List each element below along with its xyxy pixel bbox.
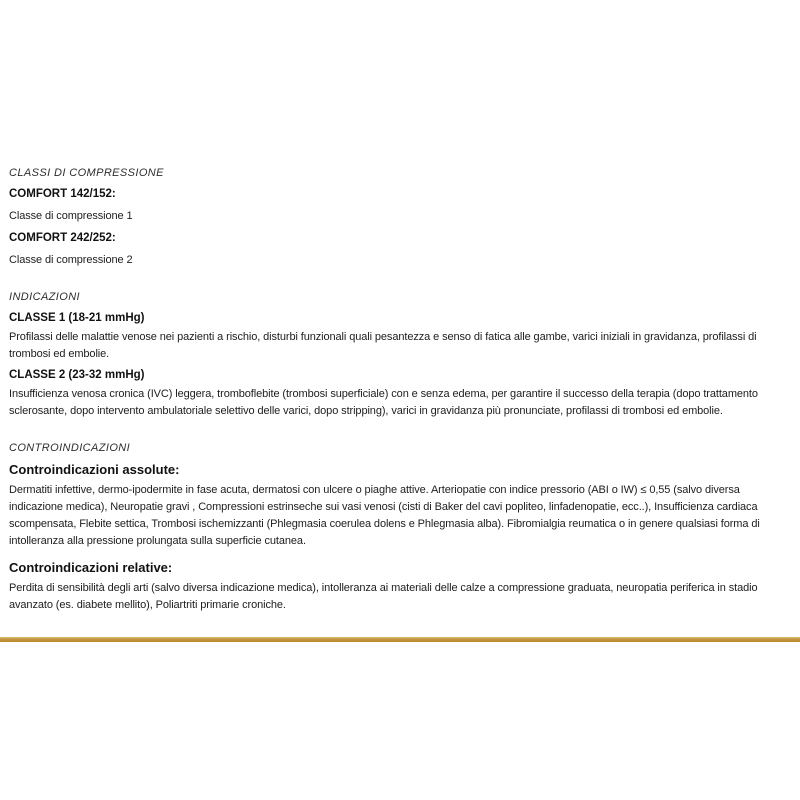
- absolute-contraindications-heading: Controindicazioni assolute:: [9, 462, 180, 477]
- class-1-heading: CLASSE 1 (18-21 mmHg): [9, 312, 145, 324]
- compression-class-2-label: Classe di compressione 2: [9, 254, 133, 266]
- indication-entry-class-2: [9, 367, 790, 420]
- relative-contraindications-heading: Controindicazioni relative:: [9, 560, 173, 575]
- absolute-contraindications-entry: [9, 461, 790, 550]
- gold-accent-bar: [0, 637, 800, 642]
- class-2-paragraph: Insufficienza venosa cronica (IVC) leggera, tromboflebite (trombosi superficiale) con e senza edema, per garantire il successo della terapia (dopo trattamento sclerosante, dopo intervento ambulatoriale selettivo delle varici, dopo stripping), varici in gravidanza più pronunciate, profilassi di trombosi ed embolie.: [9, 388, 758, 417]
- absolute-contraindications-paragraph: Dermatiti infettive, dermo-ipodermite in fase acuta, dermatosi con ulcere o piaghe attive. Arteriopatie con indice pressorio (ABI o IW) ≤ 0,55 (salvo diversa indicazione medica), Neuropatie gravi , Compressioni estrinseche sui vasi venosi (cisti di Baker del cavi popliteo, linfadenopatie, ecc..), Insufficienza cardiaca scompensata, Flebite settica, Trombosi ischemizzanti (Phlegmasia coerulea dolens e Phlegmasia alba). Fibromialgia reumatica o in genere qualsiasi forma di intolleranza alla pressione prolungata sulla superficie cutanea.: [9, 484, 760, 547]
- section-title-compression-classes: CLASSI DI COMPRESSIONE: [9, 167, 164, 179]
- product-name-comfort-142-152: COMFORT 142/152:: [9, 188, 116, 200]
- relative-contraindications-paragraph: Perdita di sensibilità degli arti (salvo diversa indicazione medica), intolleranza ai materiali delle calze a compressione graduata, neuropatia periferica in stadio avanzato (es. diabete mellito), Poliartriti primarie croniche.: [9, 582, 758, 611]
- relative-contraindications-entry: [9, 559, 790, 614]
- compression-class-1-label: Classe di compressione 1: [9, 210, 133, 222]
- compression-classes-section: [9, 165, 790, 269]
- product-name-comfort-242-252: COMFORT 242/252:: [9, 232, 116, 244]
- contraindications-section: [9, 440, 790, 614]
- indication-entry-class-1: [9, 310, 790, 363]
- document-body: [9, 165, 790, 634]
- indications-section: [9, 289, 790, 420]
- section-title-indications: INDICAZIONI: [9, 291, 81, 303]
- class-1-paragraph: Profilassi delle malattie venose nei pazienti a rischio, disturbi funzionali quali pesantezza e senso di fatica alle gambe, varici iniziali in gravidanza, profilassi di trombosi ed embolie.: [9, 331, 757, 360]
- class-2-heading: CLASSE 2 (23-32 mmHg): [9, 369, 145, 381]
- section-title-contraindications: CONTROINDICAZIONI: [9, 442, 131, 454]
